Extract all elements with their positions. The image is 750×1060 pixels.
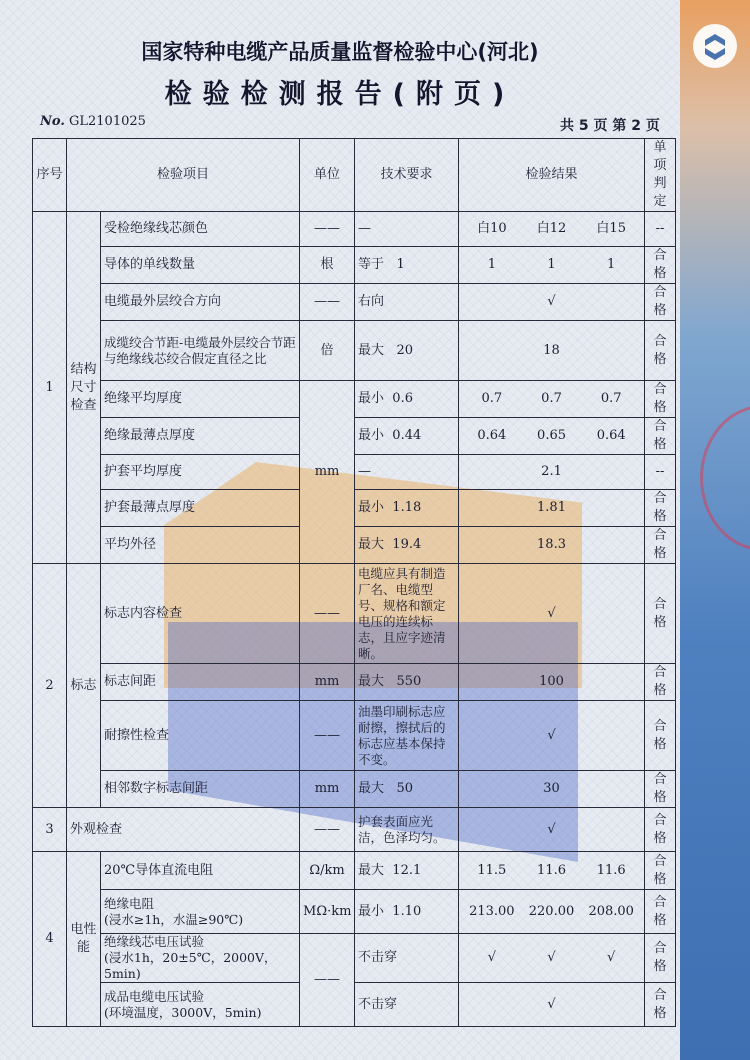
item-result <box>459 381 645 418</box>
item-requirement <box>355 890 459 934</box>
result-2: √ <box>547 950 556 965</box>
req-value: 12.1 <box>392 862 422 878</box>
req-value: 0.44 <box>392 428 422 443</box>
item-requirement <box>355 247 459 284</box>
item-judgement: 合格 <box>645 771 676 808</box>
item-requirement: 不击穿 <box>355 983 459 1027</box>
result-1: 0.64 <box>477 428 507 443</box>
table-row <box>33 852 676 890</box>
item-name <box>101 983 300 1027</box>
item-result <box>459 852 645 890</box>
group-name: 电性能 <box>67 852 101 1027</box>
item-requirement <box>355 321 459 381</box>
result-1: 213.00 <box>469 903 515 919</box>
result-1: √ <box>487 950 496 965</box>
result-2: 白12 <box>536 221 567 236</box>
item-name: 护套最薄点厚度 <box>101 490 300 527</box>
table-row <box>33 418 676 455</box>
report-number-value: GL2101025 <box>69 114 146 129</box>
report-number-label: No. <box>40 114 65 129</box>
report-title: 检验检测报告(附页) <box>164 79 516 110</box>
col-result: 检验结果 <box>459 139 645 212</box>
req-key: 最大 <box>358 862 385 878</box>
result-3: √ <box>607 950 616 965</box>
inspection-table <box>32 138 676 1027</box>
item-requirement <box>355 212 459 247</box>
item-unit: mm <box>300 664 355 701</box>
col-judgement: 单项判定 <box>645 139 676 212</box>
item-name: 导体的单线数量 <box>101 247 300 284</box>
table-row <box>33 983 676 1027</box>
group-seq: 2 <box>33 564 67 808</box>
item-requirement <box>355 664 459 701</box>
item-judgement: 合格 <box>645 983 676 1027</box>
item-result: 100 <box>459 664 645 701</box>
item-result: 2.1 <box>459 455 645 490</box>
item-judgement: -- <box>645 455 676 490</box>
item-requirement <box>355 490 459 527</box>
item-judgement: 合格 <box>645 284 676 321</box>
table-row <box>33 321 676 381</box>
item-unit: MΩ·km <box>300 890 355 934</box>
item-unit: mm <box>300 381 355 564</box>
req-key: — <box>358 221 372 236</box>
result-2: 0.7 <box>541 391 562 406</box>
item-name-line1: 绝缘线芯电压试验 <box>104 934 205 949</box>
item-requirement <box>355 771 459 808</box>
req-key: 最大 <box>358 537 385 552</box>
item-name: 标志间距 <box>101 664 300 701</box>
item-judgement: 合格 <box>645 247 676 284</box>
req-key: 最小 <box>358 391 385 406</box>
req-value: 1.10 <box>392 903 422 919</box>
req-key: 等于 <box>358 257 385 272</box>
req-value: 1.18 <box>392 500 422 515</box>
table-row <box>33 284 676 321</box>
group-seq: 3 <box>33 808 67 852</box>
item-unit: —— <box>300 808 355 852</box>
item-judgement: 合格 <box>645 890 676 934</box>
result-1: 0.7 <box>481 391 503 406</box>
item-name-line1: 成品电缆电压试验 <box>104 988 205 1004</box>
result-3: 白15 <box>596 221 626 236</box>
item-name: 成缆绞合节距-电缆最外层绞合节距与绝缘线芯绞合假定直径之比 <box>101 321 300 381</box>
item-name-line2: (浸水1h，20±5℃，2000V，5min) <box>104 950 277 981</box>
item-name: 绝缘平均厚度 <box>101 381 300 418</box>
result-3: 0.7 <box>600 391 622 406</box>
table-row <box>33 381 676 418</box>
col-unit: 单位 <box>300 139 355 212</box>
item-unit: —— <box>300 284 355 321</box>
item-name: 绝缘最薄点厚度 <box>101 418 300 455</box>
item-judgement: 合格 <box>645 381 676 418</box>
item-name: 受检绝缘线芯颜色 <box>101 212 300 247</box>
item-name: 标志内容检查 <box>101 564 300 664</box>
req-value: 50 <box>396 781 413 796</box>
table-row <box>33 664 676 701</box>
item-requirement <box>355 527 459 564</box>
item-result: 18 <box>459 321 645 381</box>
req-value: 20 <box>396 342 413 358</box>
item-requirement: 油墨印刷标志应耐擦，擦拭后的标志应基本保持不变。 <box>355 701 459 771</box>
item-name: 电缆最外层绞合方向 <box>101 284 300 321</box>
item-result: √ <box>459 808 645 852</box>
table-row <box>33 564 676 664</box>
result-3: 1 <box>607 257 616 272</box>
item-result <box>459 934 645 983</box>
req-key: 最小 <box>358 428 385 443</box>
item-requirement: 右向 <box>355 284 459 321</box>
item-judgement: 合格 <box>645 852 676 890</box>
table-row <box>33 890 676 934</box>
col-item: 检验项目 <box>67 139 300 212</box>
item-judgement: 合格 <box>645 808 676 852</box>
group-name: 标志 <box>67 564 101 808</box>
group-seq: 4 <box>33 852 67 1027</box>
req-key: 最小 <box>358 903 385 919</box>
page-info: 共 5 页 第 2 页 <box>560 118 660 134</box>
result-2: 0.65 <box>537 428 566 443</box>
item-unit: 倍 <box>300 321 355 381</box>
item-result: 18.3 <box>459 527 645 564</box>
item-result: √ <box>459 983 645 1027</box>
item-name: 耐擦性检查 <box>101 701 300 771</box>
result-1: 白10 <box>477 221 507 236</box>
item-requirement <box>355 852 459 890</box>
item-name-line2: (环境温度，3000V，5min) <box>104 1004 262 1020</box>
table-row <box>33 527 676 564</box>
item-requirement: 电缆应具有制造厂名、电缆型号、规格和额定电压的连续标志，且应字迹清晰。 <box>355 564 459 664</box>
group-name: 结构尺寸检查 <box>67 212 101 564</box>
item-judgement: 合格 <box>645 418 676 455</box>
item-result <box>459 212 645 247</box>
item-requirement: 不击穿 <box>355 934 459 983</box>
item-result: √ <box>459 701 645 771</box>
table-row <box>33 247 676 284</box>
col-seq: 序号 <box>33 139 67 212</box>
strip-logo-icon <box>693 24 737 68</box>
group-name: 外观检查 <box>67 808 300 852</box>
item-name <box>101 934 300 983</box>
result-3: 0.64 <box>596 428 626 443</box>
group-seq: 1 <box>33 212 67 564</box>
item-judgement: 合格 <box>645 527 676 564</box>
item-unit: 根 <box>300 247 355 284</box>
item-name: 平均外径 <box>101 527 300 564</box>
item-unit: —— <box>300 701 355 771</box>
item-unit: —— <box>300 934 355 1027</box>
table-row <box>33 934 676 983</box>
item-name-line2: (浸水≥1h，水温≥90℃) <box>104 911 244 927</box>
report-number <box>40 114 146 129</box>
result-3: 11.6 <box>596 862 626 878</box>
table-row <box>33 808 676 852</box>
table-row <box>33 701 676 771</box>
req-value: 0.6 <box>392 391 413 406</box>
result-2: 220.00 <box>528 903 575 919</box>
item-judgement: 合格 <box>645 564 676 664</box>
col-requirement: 技术要求 <box>355 139 459 212</box>
item-name: 相邻数字标志间距 <box>101 771 300 808</box>
item-unit: —— <box>300 564 355 664</box>
req-key: 最小 <box>358 500 385 515</box>
item-judgement: 合格 <box>645 664 676 701</box>
table-row <box>33 771 676 808</box>
item-judgement: 合格 <box>645 490 676 527</box>
item-judgement: 合格 <box>645 934 676 983</box>
item-requirement: — <box>355 455 459 490</box>
item-requirement <box>355 418 459 455</box>
item-name-line1: 绝缘电阻 <box>104 895 155 911</box>
item-result: √ <box>459 564 645 664</box>
item-judgement: 合格 <box>645 321 676 381</box>
result-1: 11.5 <box>477 862 507 878</box>
item-unit: Ω/km <box>300 852 355 890</box>
table-row <box>33 455 676 490</box>
item-judgement: 合格 <box>645 701 676 771</box>
item-result <box>459 890 645 934</box>
item-requirement: 护套表面应光洁，色泽均匀。 <box>355 808 459 852</box>
req-value: 19.4 <box>392 537 422 552</box>
item-unit: —— <box>300 212 355 247</box>
item-result <box>459 418 645 455</box>
result-2: 11.6 <box>537 862 566 878</box>
item-result: 1.81 <box>459 490 645 527</box>
item-requirement <box>355 381 459 418</box>
report-organization: 国家特种电缆产品质量监督检验中心(河北) <box>141 40 539 64</box>
result-2: 1 <box>547 257 556 272</box>
req-key: 最大 <box>358 342 385 358</box>
table-row <box>33 212 676 247</box>
result-1: 1 <box>487 257 496 272</box>
item-unit: mm <box>300 771 355 808</box>
table-row <box>33 490 676 527</box>
req-value: 550 <box>396 674 422 689</box>
item-judgement: -- <box>645 212 676 247</box>
item-result <box>459 247 645 284</box>
item-name <box>101 890 300 934</box>
req-value: 1 <box>396 257 405 272</box>
result-3: 208.00 <box>588 903 634 919</box>
item-result: √ <box>459 284 645 321</box>
item-name: 护套平均厚度 <box>101 455 300 490</box>
table-header-row <box>33 139 676 212</box>
item-name: 20℃导体直流电阻 <box>101 852 300 890</box>
req-key: 最大 <box>358 674 385 689</box>
item-result: 30 <box>459 771 645 808</box>
req-key: 最大 <box>358 781 385 796</box>
